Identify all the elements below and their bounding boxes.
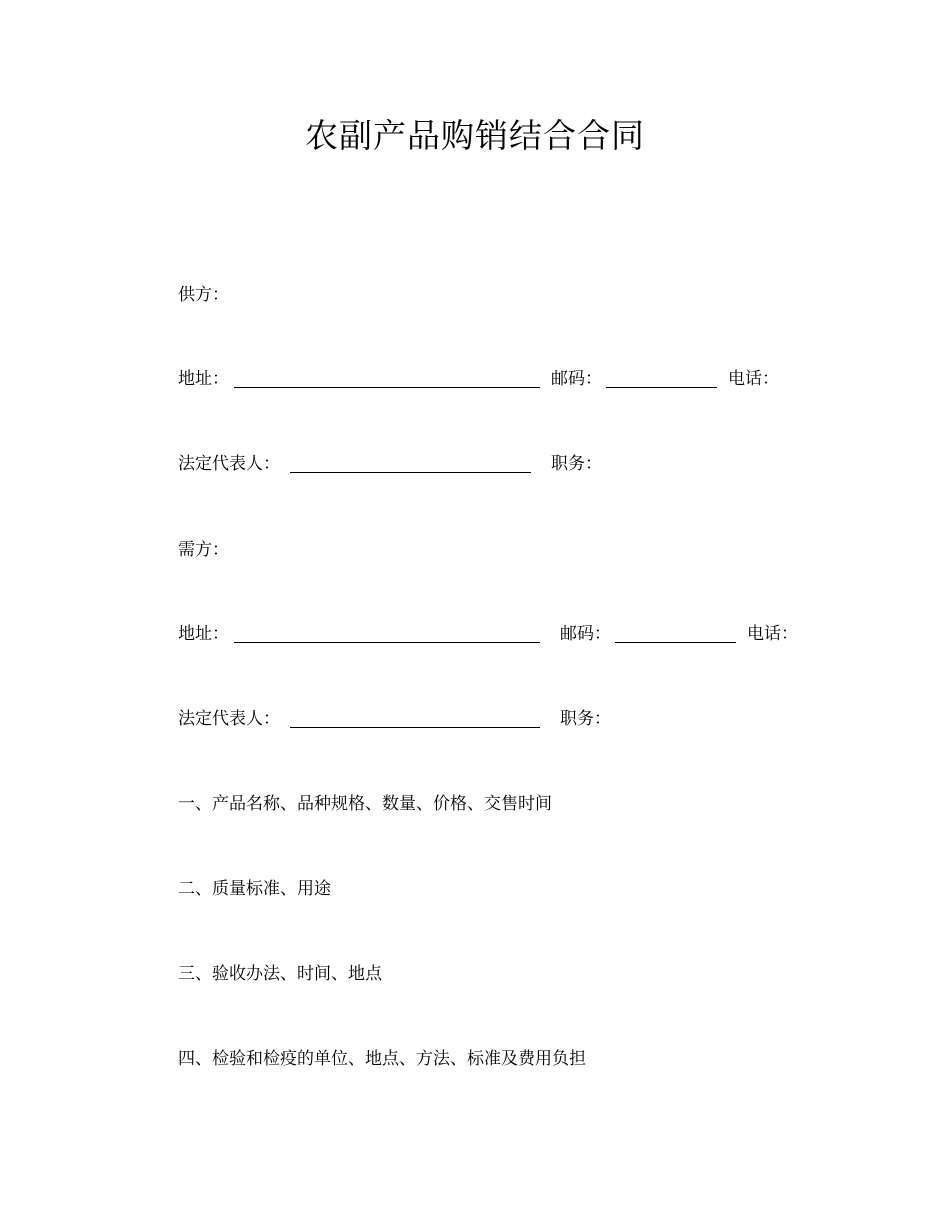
buyer-address-label: 地址： [178,624,229,644]
buyer-postcode-field[interactable] [615,642,736,643]
supplier-legal-rep-label: 法定代表人： [178,454,280,474]
buyer-heading: 需方： [178,540,229,560]
buyer-position-label: 职务： [560,709,611,729]
buyer-legal-rep-field[interactable] [290,727,540,728]
buyer-postcode-label: 邮码： [560,624,611,644]
supplier-heading: 供方： [178,285,229,305]
supplier-postcode-label: 邮码： [551,369,602,389]
buyer-phone-label: 电话： [747,624,798,644]
supplier-phone-label: 电话： [728,369,779,389]
buyer-address-field[interactable] [234,642,540,643]
supplier-postcode-field[interactable] [606,387,717,388]
contract-title: 农副产品购销结合合同 [305,116,645,155]
clause-heading-4: 四、检验和检疫的单位、地点、方法、标准及费用负担 [178,1049,586,1069]
clause-heading-3: 三、验收办法、时间、地点 [178,964,382,984]
clause-heading-2: 二、质量标准、用途 [178,879,331,899]
buyer-legal-rep-label: 法定代表人： [178,709,280,729]
supplier-position-label: 职务： [551,454,602,474]
supplier-address-label: 地址： [178,369,229,389]
supplier-legal-rep-field[interactable] [290,472,531,473]
supplier-address-field[interactable] [234,387,540,388]
clause-heading-1: 一、产品名称、品种规格、数量、价格、交售时间 [178,794,552,814]
